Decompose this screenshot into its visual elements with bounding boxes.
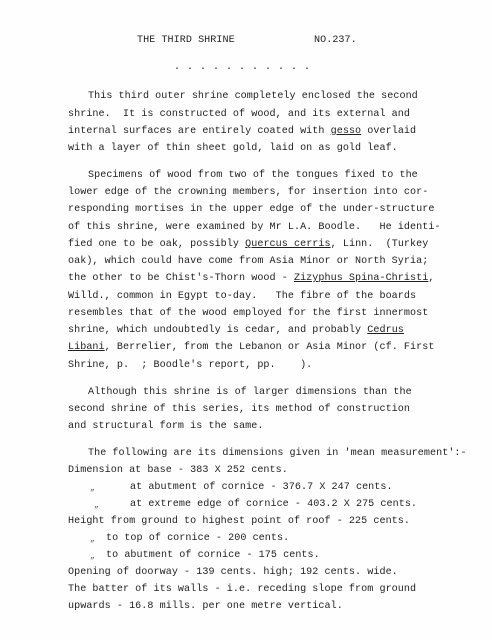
text-line: Although this shrine is of larger dimensions than the xyxy=(88,387,412,398)
text-line: oak), which could have come from Asia Minor or North Syria; xyxy=(68,256,429,267)
dimension-line: The batter of its walls - i.e. receding slope from ground xyxy=(68,584,417,595)
dimension-line: at extreme edge of cornice - 403.2 X 275 cents. xyxy=(130,499,418,510)
ditto-mark: „ xyxy=(90,552,95,561)
dimension-line: Height from ground to highest point of roof - 225 cents. xyxy=(68,516,411,527)
dimensions-intro: The following are its dimensions given in 'mean measurement':- xyxy=(88,448,467,459)
text-line: resembles that of the wood employed for the first innermost xyxy=(68,308,429,319)
text-line: second shrine of this series, its method of construction xyxy=(68,404,411,415)
text-line: fied one to be oak, possibly Quercus cerris, Linn. (Turkey xyxy=(68,239,429,250)
text-line: lower edge of the crowning members, for insertion into cor- xyxy=(68,187,429,198)
document-title: THE THIRD SHRINE xyxy=(137,35,235,46)
text-line: shrine. It is constructed of wood, and its external and xyxy=(68,109,411,120)
text-line: responding mortises in the upper edge of the under-structure xyxy=(68,204,435,215)
text-line: Specimens of wood from two of the tongues fixed to the xyxy=(88,170,418,181)
ditto-mark: „ xyxy=(94,501,99,510)
text-line: of this shrine, were examined by Mr L.A. Boodle. He identi- xyxy=(68,222,441,233)
text-line: with a layer of thin sheet gold, laid on as gold leaf. xyxy=(68,143,398,154)
text-line: and structural form is the same. xyxy=(68,421,264,432)
text-line: Shrine, p. ; Boodle's report, pp. ). xyxy=(68,360,313,371)
dimension-line: to abutment of cornice - 175 cents. xyxy=(106,550,320,561)
text-line: This third outer shrine completely enclosed the second xyxy=(88,91,418,102)
text-line: shrine, which undoubtedly is cedar, and probably Cedrus xyxy=(68,325,404,336)
ditto-mark: „ xyxy=(90,535,95,544)
dimension-line: to top of cornice - 200 cents. xyxy=(106,533,290,544)
dimension-line: Opening of doorway - 139 cents. high; 192 cents. wide. xyxy=(68,567,398,578)
ditto-mark: „ xyxy=(90,484,95,493)
text-line: internal surfaces are entirely coated with gesso overlaid xyxy=(68,126,417,137)
underlined-term: Cedrus xyxy=(367,325,404,336)
document-number: NO.237. xyxy=(314,35,357,46)
underlined-term: Zizyphus Spina-Christi xyxy=(293,273,429,284)
dimension-line: Dimension at base - 383 X 252 cents. xyxy=(68,465,288,476)
title-divider: . . . . . . . . . . . xyxy=(174,62,311,73)
text-line: Willd., common in Egypt to-day. The fibre of the boards xyxy=(68,291,417,302)
dimension-line: upwards - 16.8 mills. per one metre vertical. xyxy=(68,601,343,612)
text-line: the other to be Chist's-Thorn wood - Zizyphus Spina-Christi, xyxy=(68,273,435,284)
underlined-term: Libani xyxy=(68,342,105,353)
dimension-line: at abutment of cornice - 376.7 X 247 cents. xyxy=(130,482,393,493)
underlined-term: Quercus cerris xyxy=(245,239,331,250)
underlined-term: gesso xyxy=(330,126,362,137)
text-line: Libani, Berrelier, from the Lebanon or Asia Minor (cf. First xyxy=(68,342,435,353)
